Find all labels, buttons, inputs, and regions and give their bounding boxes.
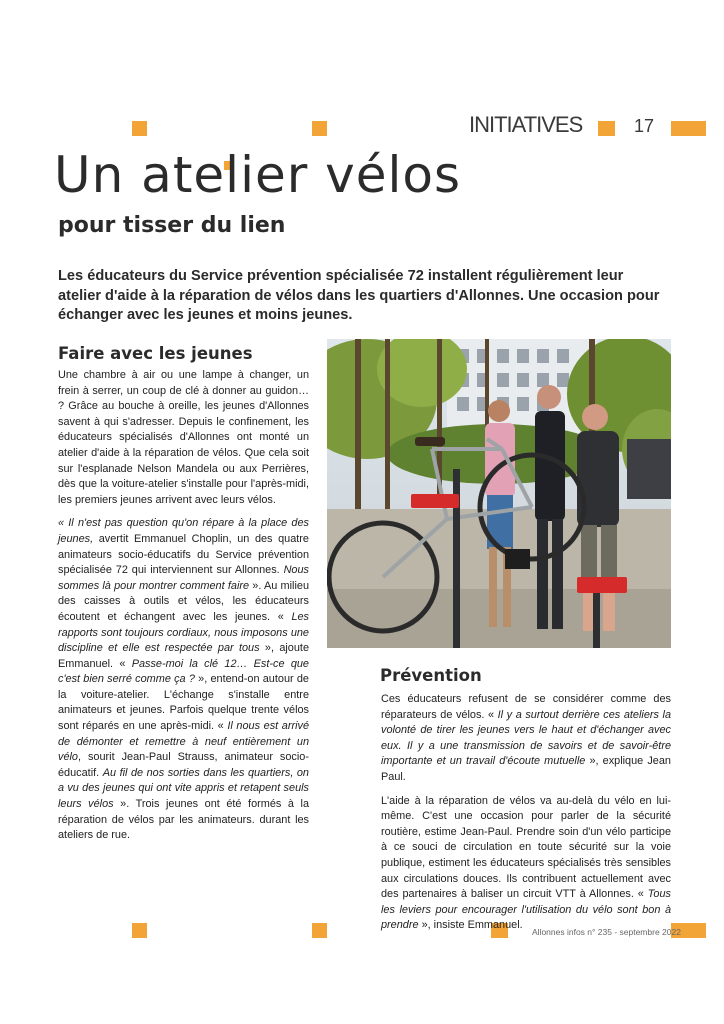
page-footer: Allonnes infos n° 235 - septembre 2022 [532,927,681,937]
accent-square [312,923,327,938]
section-heading-prevention: Prévention [380,666,482,685]
accent-square [132,121,147,136]
bike-repair-photo [327,339,671,648]
page-title: Un atelier vélos [54,146,462,204]
page-number: 17 [634,116,655,136]
accent-square [132,923,147,938]
paragraph: « Il n'est pas question qu'on répare à la place des jeunes, avertit Emmanuel Choplin, un des quatre animateurs socio-éducatifs du Service prévention spécialisée 72 qui interviennent sur Allonnes. Nous sommes là pour montrer comment faire ». Au milieu des caisses à outils et vélos, les éducateurs écoutent et échangent avec les jeunes. « Les rapports sont toujours cordiaux, nous imposons une discipline et elle est respectée par tous », ajoute Emmanuel. « Passe-moi la clé 12… Est-ce que c'est bien serré comme ça ? », entend-on autour de la voiture-atelier. L'échange s'installe entre animateurs et jeunes. Parfois quelque trente vélos sont réparés en une après-midi. « Il nous est arrivé de démonter et remettre à neuf entièrement un vélo, sourit Jean-Paul Strauss, animateur socio-éducatif. Au fil de nos sorties dans les quartiers, on a vu des jeunes qui ont vite appris et retapent seuls leurs vélos ». Trois jeunes ont été formés à la réparation de vélos par les animateurs. durant les ateliers de rue. [58,517,310,842]
paragraph: L'aide à la réparation de vélos va au-delà du vélo en lui-même. C'est une occasion pour parler de la sécurité routière, estime Jean-Paul. Prendre soin d'un vélo participe à ce souci de circulation en toute sécurité sur la voie publique, estiment les éducateurs spécialisés très sensibles aux circulations douces. Ils contribuent actuellement avec des partenaires à baliser un circuit VTT à Allonnes. « Tous les leviers pour encourager l'utilisation du vélo sont bon à prendre », insiste Emmanuel. [381,794,671,932]
section-label: INITIATIVES [469,112,583,137]
lead-paragraph: Les éducateurs du Service prévention spécialisée 72 installent régulièrement leur atelier d'aide à la réparation de vélos dans les quartiers d'Allonnes. Une occasion pour échanger avec les jeunes et moins jeunes. [58,268,660,323]
paragraph: Ces éducateurs refusent de se considérer comme des réparateurs de vélos. « Il y a surtout derrière ces ateliers la volonté de tirer les jeunes vers le haut et d'échanger avec eux. Il y a une transmission de savoirs et de savoir-être importante et un travail d'écoute mutuelle », explique Jean Paul. [381,693,671,783]
accent-square [598,121,615,136]
section-heading-faire: Faire avec les jeunes [58,344,253,363]
accent-square [312,121,327,136]
page-subtitle: pour tisser du lien [58,213,286,238]
left-column [58,368,309,852]
right-column [381,692,671,942]
paragraph: Une chambre à air ou une lampe à changer, un frein à serrer, un coup de clé à donner au guidon… ? Grâce au bouche à oreille, les jeunes d'Allonnes savent à qui s'adresser. Depuis le confinement, les éducateurs spécialisés d'Allonnes ont monté un atelier d'aide à la réparation de vélos. Que cela soit sur l'esplanade Nelson Mandela ou aux Perrières, dès que la voiture-atelier s'installe pour l'après-midi, les premiers jeunes arrivent avec leurs vélos. [58,369,309,506]
accent-square [671,121,706,136]
